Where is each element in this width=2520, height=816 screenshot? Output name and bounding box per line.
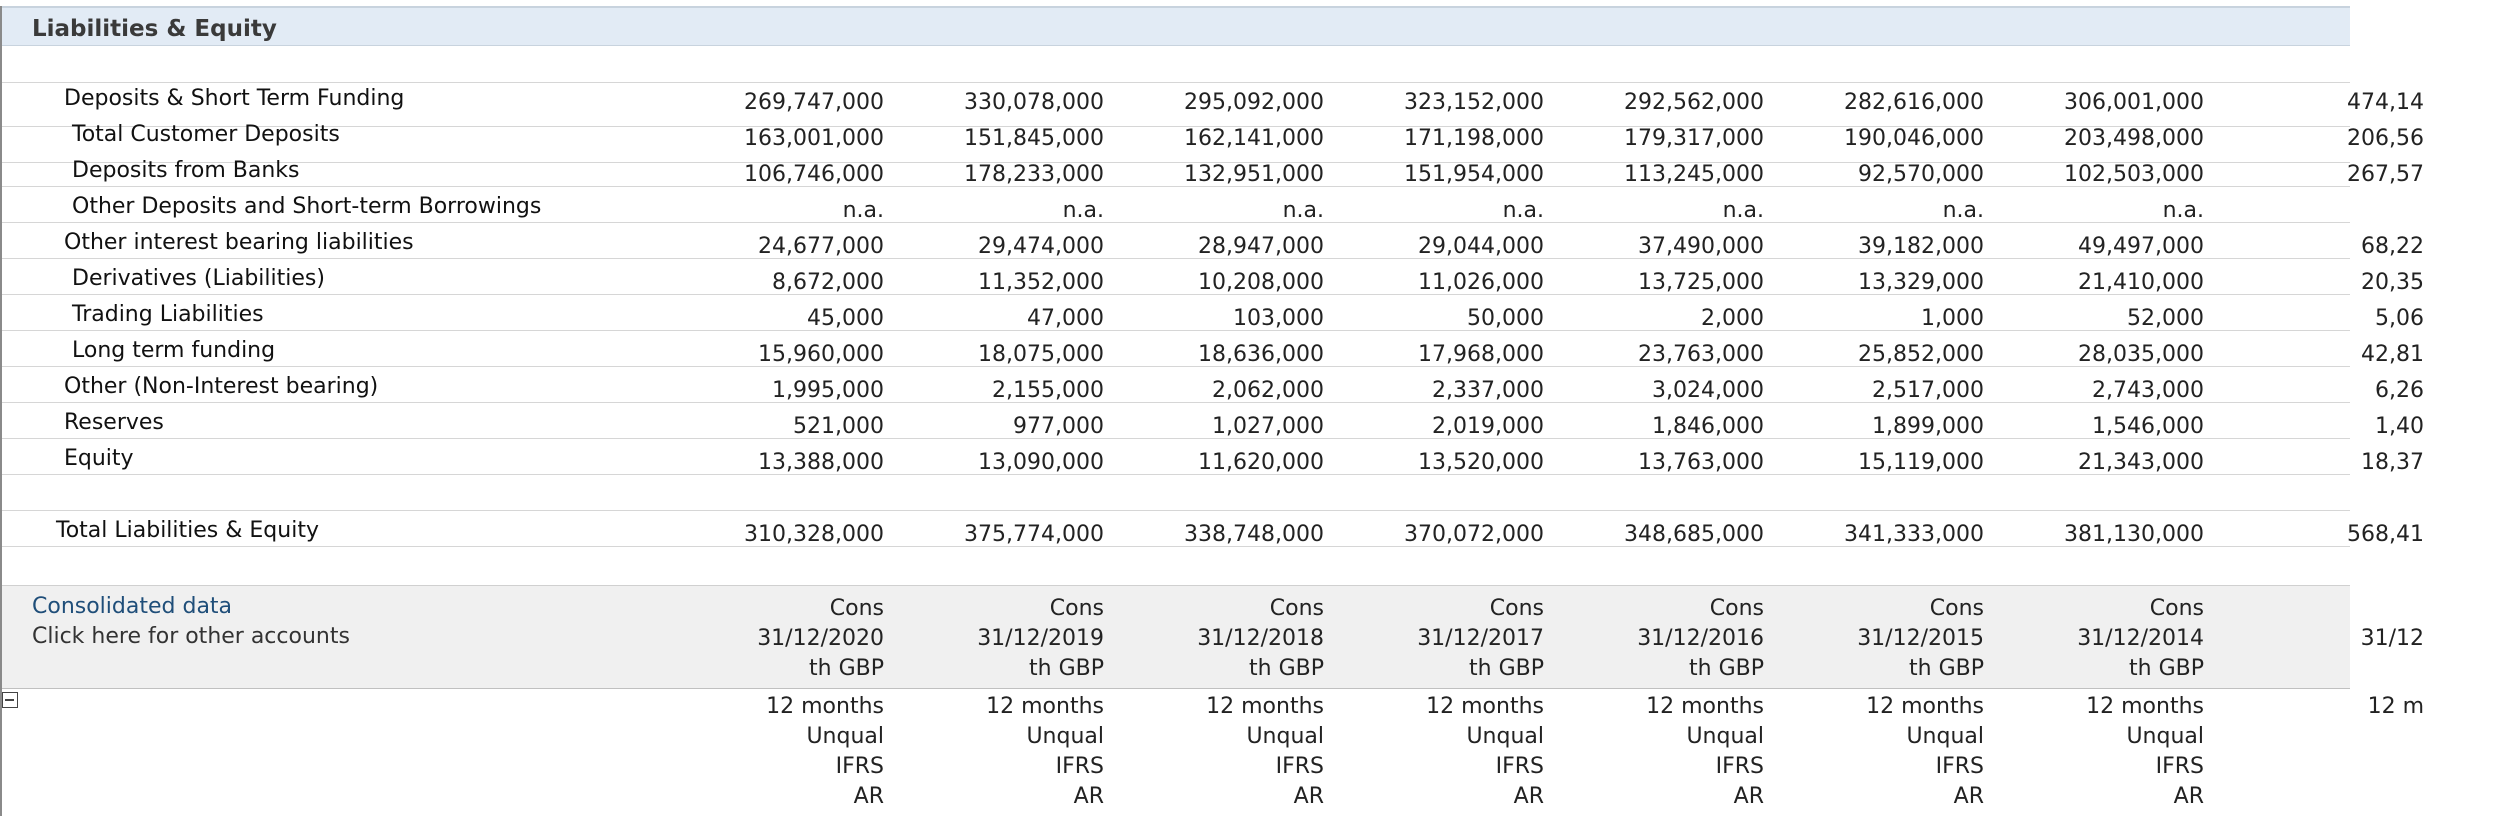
value-cell: 295,092,000	[1184, 90, 1324, 115]
header-unit: th GBP	[2129, 656, 2204, 681]
header-unit: th GBP	[809, 656, 884, 681]
header-type: Cons	[1269, 596, 1324, 621]
meta-audit: Unqual	[806, 724, 884, 749]
value-cell: 49,497,000	[2078, 234, 2204, 259]
value-cell: 1,899,000	[1872, 414, 1984, 439]
meta-period: 12 months	[986, 694, 1104, 719]
header-unit: th GBP	[1029, 656, 1104, 681]
header-date: 31/12/2014	[2077, 626, 2204, 651]
value-cell: 39,182,000	[1858, 234, 1984, 259]
value-cell: 8,672,000	[772, 270, 884, 295]
value-cell: 24,677,000	[758, 234, 884, 259]
value-cell: 267,57	[2347, 162, 2424, 187]
meta-source	[2254, 782, 2424, 812]
value-cell: 17,968,000	[1418, 342, 1544, 367]
meta-standard: IFRS	[2155, 754, 2204, 779]
meta-audit: Unqual	[1906, 724, 1984, 749]
total-value-cell: 568,41	[2347, 522, 2424, 547]
total-value-cell: 341,333,000	[1844, 522, 1984, 547]
value-cell: 2,019,000	[1432, 414, 1544, 439]
value-cell: 21,410,000	[2078, 270, 2204, 295]
value-cell: n.a.	[1942, 198, 1984, 223]
header-date: 31/12/2015	[1857, 626, 1984, 651]
value-cell: 45,000	[807, 306, 884, 331]
value-cell: 1,846,000	[1652, 414, 1764, 439]
value-cell: 25,852,000	[1858, 342, 1984, 367]
value-cell: 1,40	[2375, 414, 2424, 439]
value-cell: 1,546,000	[2092, 414, 2204, 439]
meta-source: AR	[1513, 784, 1544, 809]
meta-period: 12 m	[2367, 694, 2424, 719]
value-cell: 20,35	[2361, 270, 2424, 295]
value-cell: 11,352,000	[978, 270, 1104, 295]
meta-standard: IFRS	[835, 754, 884, 779]
total-value-cell: 381,130,000	[2064, 522, 2204, 547]
value-cell: 13,090,000	[978, 450, 1104, 475]
meta-audit: Unqual	[1026, 724, 1104, 749]
value-cell: n.a.	[1282, 198, 1324, 223]
meta-audit: Unqual	[1686, 724, 1764, 749]
divider	[2, 510, 2350, 511]
header-date: 31/12/2017	[1417, 626, 1544, 651]
value-cell: 2,517,000	[1872, 378, 1984, 403]
value-cell: 292,562,000	[1624, 90, 1764, 115]
meta-standard: IFRS	[1715, 754, 1764, 779]
header-unit: th GBP	[1689, 656, 1764, 681]
total-value-cell: 375,774,000	[964, 522, 1104, 547]
value-cell: 2,743,000	[2092, 378, 2204, 403]
row-label: Reserves	[64, 410, 164, 435]
section-header	[2, 6, 2350, 46]
value-cell: 171,198,000	[1404, 126, 1544, 151]
row-label: Other Deposits and Short-term Borrowings	[72, 194, 542, 219]
meta-standard: IFRS	[1495, 754, 1544, 779]
value-cell: n.a.	[2162, 198, 2204, 223]
account-header-col	[2034, 594, 2204, 684]
row-label: Deposits & Short Term Funding	[64, 86, 405, 111]
header-type: Cons	[1489, 596, 1544, 621]
value-cell: 28,035,000	[2078, 342, 2204, 367]
value-cell: 13,725,000	[1638, 270, 1764, 295]
value-cell: 15,960,000	[758, 342, 884, 367]
value-cell: 29,474,000	[978, 234, 1104, 259]
row-label: Other (Non-Interest bearing)	[64, 374, 379, 399]
value-cell: 52,000	[2127, 306, 2204, 331]
row-label: Total Liabilities & Equity	[56, 518, 319, 543]
value-cell: 132,951,000	[1184, 162, 1324, 187]
value-cell: n.a.	[842, 198, 884, 223]
value-cell: 13,329,000	[1858, 270, 1984, 295]
row-label: Equity	[64, 446, 134, 471]
value-cell: n.a.	[1502, 198, 1544, 223]
value-cell: 2,155,000	[992, 378, 1104, 403]
meta-period: 12 months	[1206, 694, 1324, 719]
value-cell: 18,37	[2361, 450, 2424, 475]
account-header-col	[1374, 594, 1544, 684]
meta-period: 12 months	[1866, 694, 1984, 719]
account-meta-col	[1154, 692, 1324, 812]
meta-period: 12 months	[766, 694, 884, 719]
meta-standard: IFRS	[1055, 754, 1104, 779]
value-cell: 269,747,000	[744, 90, 884, 115]
value-cell: 68,22	[2361, 234, 2424, 259]
value-cell: 162,141,000	[1184, 126, 1324, 151]
account-header-col	[1814, 594, 1984, 684]
value-cell: 106,746,000	[744, 162, 884, 187]
meta-period: 12 months	[2086, 694, 2204, 719]
value-cell: 521,000	[793, 414, 884, 439]
value-cell: 474,14	[2347, 90, 2424, 115]
value-cell: 2,062,000	[1212, 378, 1324, 403]
account-meta-col	[934, 692, 1104, 812]
value-cell: 47,000	[1027, 306, 1104, 331]
account-info-band	[2, 585, 2424, 689]
value-cell: 13,763,000	[1638, 450, 1764, 475]
consolidated-data-link[interactable]: Consolidated data	[32, 594, 233, 619]
value-cell: 2,337,000	[1432, 378, 1544, 403]
meta-source: AR	[1953, 784, 1984, 809]
account-meta-col	[2034, 692, 2204, 812]
value-cell: 5,06	[2375, 306, 2424, 331]
value-cell: 330,078,000	[964, 90, 1104, 115]
value-cell: 306,001,000	[2064, 90, 2204, 115]
row-label: Other interest bearing liabilities	[64, 230, 414, 255]
value-cell: 13,388,000	[758, 450, 884, 475]
value-cell: 1,027,000	[1212, 414, 1324, 439]
row-label: Deposits from Banks	[72, 158, 300, 183]
header-date: 31/12	[2360, 626, 2424, 651]
value-cell: 282,616,000	[1844, 90, 1984, 115]
header-date: 31/12/2019	[977, 626, 1104, 651]
value-cell: 1,995,000	[772, 378, 884, 403]
value-cell: 178,233,000	[964, 162, 1104, 187]
value-cell: 42,81	[2361, 342, 2424, 367]
value-cell: 50,000	[1467, 306, 1544, 331]
header-type: Cons	[2149, 596, 2204, 621]
value-cell: 21,343,000	[2078, 450, 2204, 475]
header-type: Cons	[1049, 596, 1104, 621]
value-cell: 13,520,000	[1418, 450, 1544, 475]
value-cell: 18,075,000	[978, 342, 1104, 367]
header-unit: th GBP	[1249, 656, 1324, 681]
value-cell: 203,498,000	[2064, 126, 2204, 151]
header-type: Cons	[1709, 596, 1764, 621]
total-value-cell: 338,748,000	[1184, 522, 1324, 547]
value-cell: 37,490,000	[1638, 234, 1764, 259]
value-cell: 103,000	[1233, 306, 1324, 331]
value-cell: 113,245,000	[1624, 162, 1764, 187]
value-cell: n.a.	[1722, 198, 1764, 223]
value-cell: 2,000	[1701, 306, 1764, 331]
value-cell: 323,152,000	[1404, 90, 1544, 115]
meta-source: AR	[1733, 784, 1764, 809]
meta-audit: Unqual	[2126, 724, 2204, 749]
value-cell: 28,947,000	[1198, 234, 1324, 259]
value-cell: 206,56	[2347, 126, 2424, 151]
account-header-col	[714, 594, 884, 684]
value-cell: 15,119,000	[1858, 450, 1984, 475]
row-label: Trading Liabilities	[72, 302, 264, 327]
value-cell: 29,044,000	[1418, 234, 1544, 259]
meta-period: 12 months	[1646, 694, 1764, 719]
divider	[2, 82, 2350, 83]
value-cell: n.a.	[1062, 198, 1104, 223]
value-cell: 11,620,000	[1198, 450, 1324, 475]
value-cell: 190,046,000	[1844, 126, 1984, 151]
header-unit: th GBP	[1909, 656, 1984, 681]
row-label: Total Customer Deposits	[72, 122, 340, 147]
header-unit: th GBP	[1469, 656, 1544, 681]
total-value-cell: 370,072,000	[1404, 522, 1544, 547]
account-header-col	[1594, 594, 1764, 684]
meta-source: AR	[1293, 784, 1324, 809]
header-date: 31/12/2016	[1637, 626, 1764, 651]
value-cell: 11,026,000	[1418, 270, 1544, 295]
meta-audit: Unqual	[1466, 724, 1544, 749]
value-cell: 102,503,000	[2064, 162, 2204, 187]
meta-period: 12 months	[1426, 694, 1544, 719]
header-type: Cons	[829, 596, 884, 621]
meta-source: AR	[853, 784, 884, 809]
value-cell: 1,000	[1921, 306, 1984, 331]
meta-audit	[2254, 722, 2424, 752]
value-cell: 23,763,000	[1638, 342, 1764, 367]
header-date: 31/12/2018	[1197, 626, 1324, 651]
section-title: Liabilities & Equity	[32, 16, 277, 42]
value-cell: 179,317,000	[1624, 126, 1764, 151]
value-cell: 6,26	[2375, 378, 2424, 403]
total-value-cell: 348,685,000	[1624, 522, 1764, 547]
meta-source: AR	[1073, 784, 1104, 809]
other-accounts-link[interactable]: Click here for other accounts	[32, 624, 350, 649]
value-cell: 151,954,000	[1404, 162, 1544, 187]
account-meta-col	[1594, 692, 1764, 812]
account-meta-col	[2254, 692, 2424, 812]
collapse-toggle-icon[interactable]	[2, 692, 18, 708]
meta-audit: Unqual	[1246, 724, 1324, 749]
account-meta-col	[714, 692, 884, 812]
row-label: Derivatives (Liabilities)	[72, 266, 325, 291]
header-date: 31/12/2020	[757, 626, 884, 651]
account-header-col	[1154, 594, 1324, 684]
meta-standard	[2254, 752, 2424, 782]
account-meta-col	[1374, 692, 1544, 812]
account-meta-col	[1814, 692, 1984, 812]
value-cell: 3,024,000	[1652, 378, 1764, 403]
value-cell: 10,208,000	[1198, 270, 1324, 295]
value-cell: 92,570,000	[1858, 162, 1984, 187]
account-header-col	[934, 594, 1104, 684]
total-value-cell: 310,328,000	[744, 522, 884, 547]
meta-standard: IFRS	[1275, 754, 1324, 779]
meta-source: AR	[2173, 784, 2204, 809]
value-cell: 977,000	[1013, 414, 1104, 439]
value-cell: 163,001,000	[744, 126, 884, 151]
row-label: Long term funding	[72, 338, 276, 363]
value-cell: 18,636,000	[1198, 342, 1324, 367]
header-type: Cons	[1929, 596, 1984, 621]
meta-standard: IFRS	[1935, 754, 1984, 779]
value-cell: 151,845,000	[964, 126, 1104, 151]
